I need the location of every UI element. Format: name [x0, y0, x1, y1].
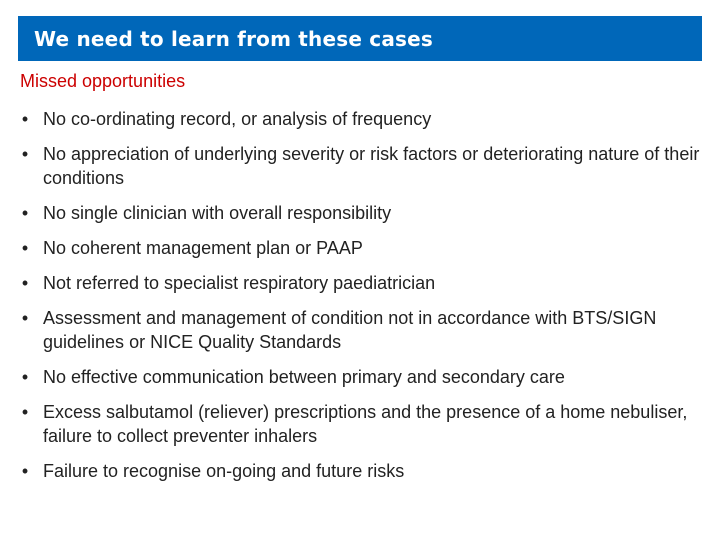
bullet-icon: • [21, 109, 29, 129]
bullet-icon: • [21, 402, 29, 422]
list-item [18, 201, 708, 225]
list-item [18, 400, 708, 448]
list-item [18, 306, 708, 354]
list-item-text: No appreciation of underlying severity or risk factors or deteriorating nature of their conditions [43, 144, 700, 188]
list-item-text: Failure to recognise on-going and future risks [43, 461, 405, 481]
list-item [18, 459, 708, 483]
bullet-list [18, 107, 708, 483]
title-bar [18, 16, 702, 61]
bullet-icon: • [21, 461, 29, 481]
list-item-text: No single clinician with overall responsibility [43, 203, 392, 223]
bullet-icon: • [21, 367, 29, 387]
list-item [18, 236, 708, 260]
list-item [18, 107, 708, 131]
section-subtitle: Missed opportunities [20, 71, 186, 91]
list-item-text: No coherent management plan or PAAP [43, 238, 363, 258]
list-item-text: No co-ordinating record, or analysis of frequency [43, 109, 432, 129]
list-item-text: Not referred to specialist respiratory paediatrician [43, 273, 436, 293]
list-item [18, 142, 708, 190]
bullet-icon: • [21, 203, 29, 223]
list-item [18, 271, 708, 295]
list-item-text: No effective communication between primary and secondary care [43, 367, 565, 387]
bullet-icon: • [21, 144, 29, 164]
list-item [18, 365, 708, 389]
bullet-icon: • [21, 273, 29, 293]
list-item-text: Assessment and management of condition not in accordance with BTS/SIGN guidelines or NICE Quality Standards [43, 308, 657, 352]
list-item-text: Excess salbutamol (reliever) prescriptions and the presence of a home nebuliser, failure to collect preventer inhalers [43, 402, 688, 446]
bullet-icon: • [21, 308, 29, 328]
bullet-icon: • [21, 238, 29, 258]
slide-title: We need to learn from these cases [34, 26, 433, 51]
